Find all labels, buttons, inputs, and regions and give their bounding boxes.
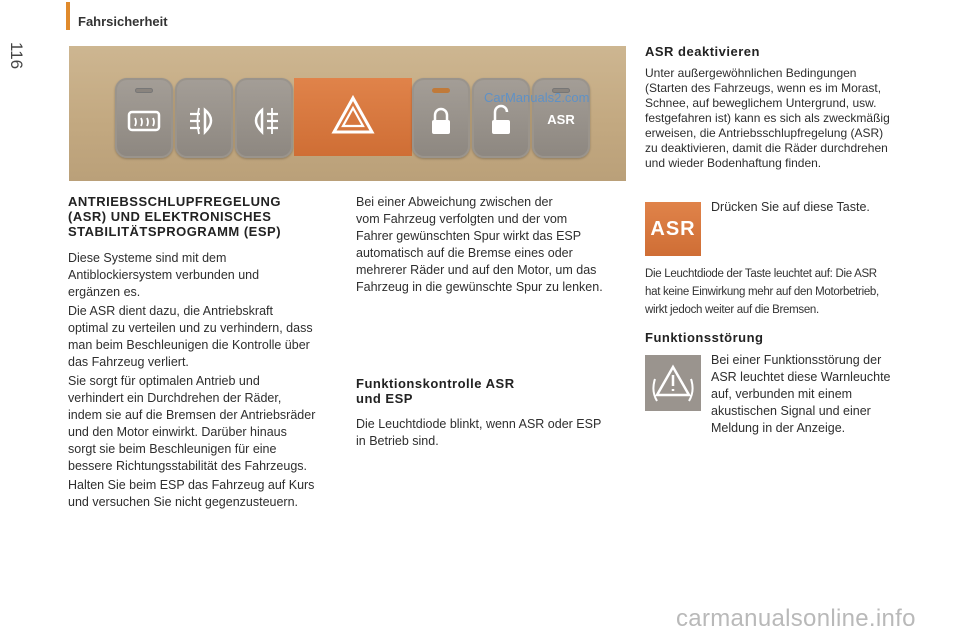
central-lock-button bbox=[412, 78, 470, 158]
asr-deactivate-paragraph: Unter außergewöhnlichen Bedingungen (Starten des Fahrzeugs, wenn es im Morast, Schnee, auf beweglichem Untergrund, usw. festgefahren ist) kann es sich als zweckmäßig erweisen, die Antriebsschlupfregelung (ASR) zu deaktivieren, damit die Räder durchdrehen und wieder Bodenhaftung finden. bbox=[645, 66, 890, 170]
function-check-heading: Funktionskontrolle ASR und ESP bbox=[356, 376, 515, 406]
rear-fog-light-button bbox=[235, 78, 293, 158]
rear-fog-light-icon bbox=[235, 78, 293, 158]
warning-lamp-image bbox=[645, 355, 701, 411]
rear-defrost-icon bbox=[115, 78, 173, 158]
main-heading: ANTRIEBSSCHLUPFREGELUNG (ASR) UND ELEKTRONISCHES STABILITÄTSPROGRAMM (ESP) bbox=[68, 194, 282, 239]
paragraph-2: Die ASR dient dazu, die Antriebskraft optimal zu verteilen und zu verhindern, dass man beim Beschleunigen die Kontrolle über das Fahrzeug verliert. bbox=[68, 304, 313, 369]
hazard-button bbox=[294, 78, 412, 156]
switch-panel-image bbox=[69, 46, 626, 181]
rear-defrost-button bbox=[115, 78, 173, 158]
press-button-text: Drücken Sie auf diese Taste. bbox=[711, 200, 870, 214]
paragraph-3: Sie sorgt für optimalen Antrieb und verhindert ein Durchdrehen der Räder, indem sie auf die Bremsen der Antriebsräder und den Motor einwirkt. Darüber hinaus sorgt sie beim Beschleunigen für eine bessere Richtungsstabilität des Fahrzeugs. bbox=[68, 374, 316, 473]
function-check-paragraph: Die Leuchtdiode blinkt, wenn ASR oder ESP in Betrieb sind. bbox=[356, 417, 602, 448]
asr-button-icon bbox=[645, 202, 701, 256]
esp-warning-icon bbox=[645, 355, 701, 411]
malfunction-heading: Funktionsstörung bbox=[645, 330, 764, 345]
section-title: Fahrsicherheit bbox=[78, 14, 168, 29]
asr-button-label: ASR bbox=[547, 112, 575, 127]
page-number: 116 bbox=[7, 42, 26, 70]
asr-deactivate-heading: ASR deaktivieren bbox=[645, 44, 760, 59]
lock-icon bbox=[412, 78, 470, 158]
front-fog-light-icon bbox=[175, 78, 233, 158]
header-accent-bar bbox=[66, 2, 70, 30]
malfunction-paragraph: Bei einer Funktionsstörung der ASR leuchtet diese Warnleuchte auf, verbunden mit einem akustischen Signal und einer Meldung in der Anzeige. bbox=[711, 353, 891, 435]
esp-paragraph: Bei einer Abweichung zwischen der vom Fahrzeug verfolgten und der vom Fahrer gewünschten Spur wirkt das ESP automatisch auf die Bremse eines oder mehrerer Räder und auf den Motor, um das Fahrzeug in die gewünschte Spur zu lenken. bbox=[356, 195, 603, 294]
paragraph-4: Halten Sie beim ESP das Fahrzeug auf Kurs und versuchen Sie nicht gegenzusteuern. bbox=[68, 478, 315, 509]
asr-icon: ASR bbox=[650, 218, 696, 240]
paragraph-1: Diese Systeme sind mit dem Antiblockiersystem verbunden und ergänzen es. bbox=[68, 251, 260, 299]
footer-watermark: carmanualsonline.info bbox=[676, 605, 916, 632]
watermark: CarManuals2.com bbox=[484, 90, 590, 105]
led-note: Die Leuchtdiode der Taste leuchtet auf: Die ASR hat keine Einwirkung mehr auf den Motorbetrieb, wirkt jedoch weiter auf die Bremsen. bbox=[645, 268, 879, 316]
front-fog-light-button bbox=[175, 78, 233, 158]
hazard-triangle-icon bbox=[294, 78, 412, 156]
